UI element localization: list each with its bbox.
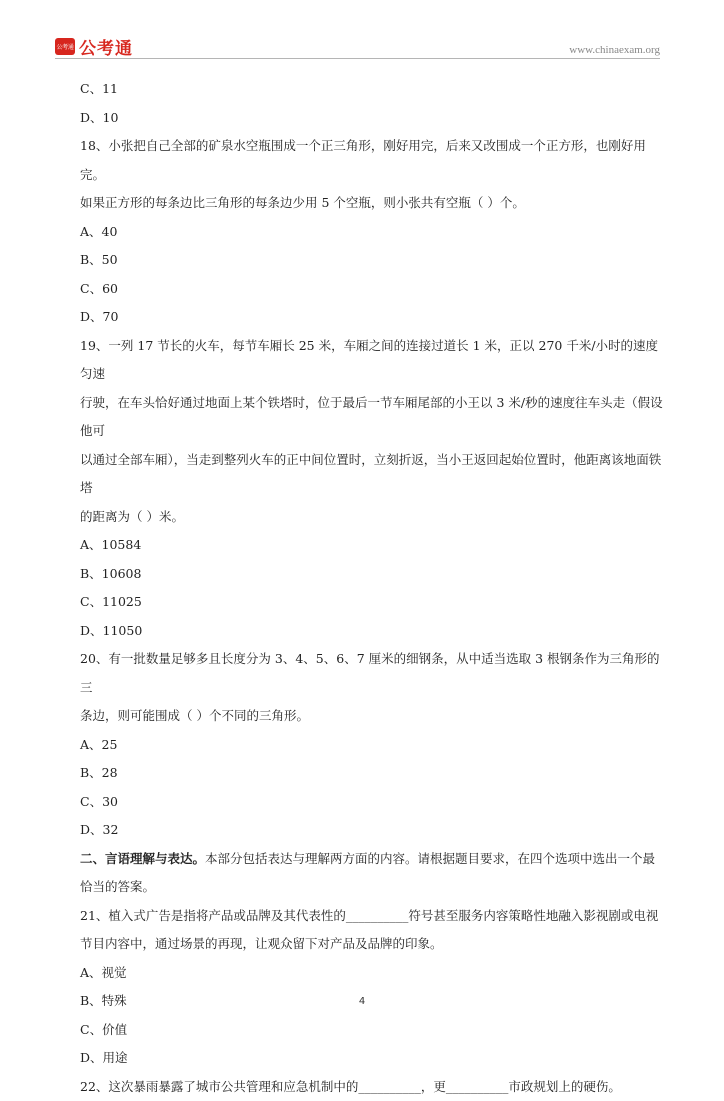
question-text: 19、一列 17 节长的火车，每节车厢长 25 米，车厢之间的连接过道长 1 米，正以 270 千米/小时的速度匀速 <box>80 332 670 389</box>
question-text: 21、植入式广告是指将产品或品牌及其代表性的__________符号甚至服务内容策略性地融入影视剧或电视 <box>80 902 670 931</box>
site-url: www.chinaexam.org <box>569 44 660 56</box>
answer-option: B、28 <box>80 759 670 788</box>
answer-option: C、11 <box>80 75 670 104</box>
answer-option: D、11050 <box>80 617 670 646</box>
answer-option: D、用途 <box>80 1044 670 1073</box>
section-intro <box>80 845 670 874</box>
section-description: 本部分包括表达与理解两方面的内容。请根据题目要求，在四个选项中选出一个最 <box>205 851 655 866</box>
question-text: 18、小张把自己全部的矿泉水空瓶围成一个正三角形，刚好用完，后来又改围成一个正方形，也刚好用完。 <box>80 132 670 189</box>
answer-option: A、10584 <box>80 531 670 560</box>
answer-option: D、70 <box>80 303 670 332</box>
answer-option: A、25 <box>80 731 670 760</box>
answer-option: D、32 <box>80 816 670 845</box>
text-line: 节目内容中，通过场景的再现，让观众留下对产品及品牌的印象。 <box>80 930 670 959</box>
brand-logo[interactable] <box>55 34 133 59</box>
text-line: 条边，则可能围成（ ）个不同的三角形。 <box>80 702 670 731</box>
answer-option: A、40 <box>80 218 670 247</box>
answer-option: A、视觉 <box>80 959 670 988</box>
text-line: 行驶，在车头恰好通过地面上某个铁塔时，位于最后一节车厢尾部的小王以 3 米/秒的速度往车头走（假设他可 <box>80 389 670 446</box>
document-body <box>80 75 670 1101</box>
header-divider <box>55 58 660 59</box>
answer-option: C、价值 <box>80 1016 670 1045</box>
question-text: 22、这次暴雨暴露了城市公共管理和应急机制中的__________，更__________市政规划上的硬伤。 <box>80 1073 670 1101</box>
answer-option: C、30 <box>80 788 670 817</box>
section-title: 二、言语理解与表达。 <box>80 851 205 866</box>
answer-option: B、10608 <box>80 560 670 589</box>
question-text: 20、有一批数量足够多且长度分为 3、4、5、6、7 厘米的细钢条，从中适当选取 3 根钢条作为三角形的三 <box>80 645 670 702</box>
text-line: 如果正方形的每条边比三角形的每条边少用 5 个空瓶，则小张共有空瓶（ ）个。 <box>80 189 670 218</box>
answer-option: D、10 <box>80 104 670 133</box>
answer-option: C、11025 <box>80 588 670 617</box>
text-line: 的距离为（ ）米。 <box>80 503 670 532</box>
text-line: 恰当的答案。 <box>80 873 670 902</box>
answer-option: C、60 <box>80 275 670 304</box>
logo-text: 公考通 <box>79 34 133 59</box>
answer-option: B、特殊 <box>80 987 670 1016</box>
logo-icon: 公考通 <box>55 38 75 55</box>
page-number: 4 <box>0 996 724 1007</box>
text-line: 以通过全部车厢），当走到整列火车的正中间位置时，立刻折返，当小王返回起始位置时，他距离该地面铁塔 <box>80 446 670 503</box>
page-header <box>0 0 724 62</box>
answer-option: B、50 <box>80 246 670 275</box>
